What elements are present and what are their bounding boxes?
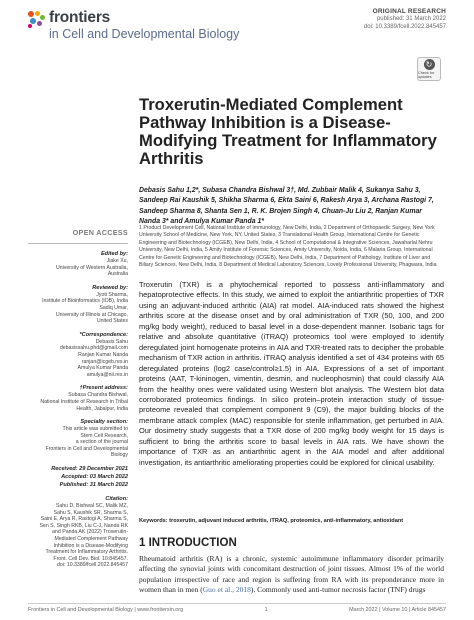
journal-logo[interactable] [28,10,239,40]
sidebar-block-line: United States [96,318,128,325]
sidebar-block-heading: *Correspondence: [79,331,128,338]
doi[interactable]: doi: 10.3389/fcell.2022.845457 [363,24,446,31]
footer-volume: March 2022 | Volume 10 | Article 845457 [349,607,446,613]
keywords [139,518,444,525]
sidebar-block-heading: Received: 29 December 2021 [51,466,128,473]
check-for-updates-badge[interactable] [417,57,441,81]
sidebar-block-line: Frontiers in Cell and Developmental [45,445,128,452]
journal-name: in Cell and Developmental Biology [49,26,240,41]
sidebar-block [28,285,128,325]
sidebar-block [28,419,128,459]
sidebar-block-line: University of Western Australia, [56,264,128,271]
abstract: Troxerutin (TXR) is a phytochemical reported to possess anti-inflammatory and hepatoprotective effects. In this study, we aimed to exploit the antiarthritic properties of TXR using an adjuvant-induced arthritic (AIA) rat model. AIA-induced rats showed the highest arthritis score at the disease onset and by oral administration of TXR (50, 100, and 200 mg/kg body weight), reduced to basal level in a dose-dependent manner. Isobaric tags for relative and absolute quantitative (iTRAQ) proteomics tool were employed to identify deregulated joint homogenate proteins in AIA and TXR-treated rats to decipher the probable mechanism of TXR action in arthritis. iTRAQ analysis identified a set of 434 proteins with 65 deregulated proteins (log2 case/control≥1.5) in AIA. Expressions of a set of important proteins (AAT, T-kininogen, vimentin, desmin, and nucleophosmin) that could classify AIA from the healthy ones were validated using Western blot analysis. The Western blot data corroborated proteomics findings. In silico protein–protein interaction study of tissue-proteome revealed that complement component 9 (C9), the major building blocks of the membrane attack complex (MAC) responsible for sterile inflammation, get perturbed in AIA. Our dosimetry study suggests that a TXR dose of 200 mg/kg body weight for 15 days is sufficient to bring the arthritis score to basal levels in AIA rats. We have shown the importance of TXR as an antiarthritic agent in the AIA model and after additional investigation, its antiarthritic ameliorating properties could be explored for clinical usability. [139,280,444,467]
sidebar-block [28,482,128,489]
sidebar-block-line: Jyoti Sharma, [96,291,128,298]
keywords-list: troxerutin, adjuvant induced arthritis, iTRAQ, proteomics, anti-inflammatory, antioxidant [169,518,404,524]
sidebar-block-line: Institute of Bioinformatics (IOB), India [42,298,128,305]
page-number: 1 [264,607,268,613]
sidebar-block-line: Sahu S, Kaushik SR, Sharma S, [53,509,128,516]
article-title: Troxerutin-Mediated Complement Pathway Inhibition is a Disease-Modifying Treatment for Inflammatory Arthritis [139,95,437,168]
open-access-label: OPEN ACCESS [72,228,128,237]
sidebar-block-line: Sen S, Singh RKB, Liu C-J, Nanda RK [39,522,128,529]
author-list: Debasis Sahu 1,2*, Subasa Chandra Bishwal 3†, Md. Zubbair Malik 4, Sukanya Sahu 3, Sandeep Rai Kaushik 5, Shikha Sharma 6, Ekta Saini 6, Rakesh Arya 3, Archana Rastogi 7, Sandeep Sharma 8, Shanta Sen 1, R. K. Brojen Singh 4, Chuan-Ju Liu 2, Ranjan Kumar Nanda 3* and Amulya Kumar Panda 1* [139,187,434,226]
frontiers-logo-icon [28,11,46,29]
sidebar-block-line: Mediated Complement Pathway [54,536,128,543]
sidebar-block [28,251,128,278]
sidebar-block [28,466,128,473]
sidebar-block-line: Biology [110,452,128,459]
sidebar-block-line: Health, Jabalpur, India [76,405,128,412]
article-type: ORIGINAL RESEARCH [372,8,446,15]
footer-journal[interactable]: Frontiers in Cell and Developmental Biology | www.frontiersin.org [28,607,184,613]
sidebar-divider [28,243,128,244]
sidebar-block-line: Debasis Sahu [95,338,128,345]
page-header [0,0,474,58]
sidebar-block-heading: Published: 31 March 2022 [59,482,128,489]
sidebar-block-line: Ranjan Kumar Nanda [78,351,128,358]
published-date: published: 31 March 2022 [376,16,446,22]
sidebar-block-line: Australia [107,271,128,278]
citation-link[interactable]: Guo et al., 2018 [202,585,251,595]
intro-text-part-2: ). Commonly used anti-tumor necrosis factor (TNF) drugs [250,585,426,595]
sidebar-block-line: This article was submitted to [62,426,128,433]
section-heading: 1 INTRODUCTION [139,537,237,549]
sidebar-block-line: Stem Cell Research, [80,432,128,439]
sidebar-block [28,332,128,379]
sidebar-block [28,385,128,412]
sidebar-block-heading: Reviewed by: [92,284,128,291]
sidebar-block-line: Subasa Chandra Bishwal, [68,392,128,399]
sidebar-block-line: Front. Cell Dev. Biol. 10:845457. [53,555,128,562]
sidebar-block-line[interactable]: debasissahu.phd@gmail.com [59,345,128,352]
sidebar-block-heading: †Present address: [79,385,128,392]
article-sidebar [28,228,128,569]
sidebar-block-heading: Accepted: 03 March 2022 [61,474,128,481]
sidebar-block-line[interactable]: ranjan@icgeb.res.in [81,358,128,365]
keywords-label: Keywords: [139,518,168,524]
sidebar-block-line[interactable]: amulya@nii.res.in [86,371,128,378]
sidebar-block-heading: Citation: [105,496,128,503]
sidebar-block-line: doi: 10.3389/fcell.2022.845457 [57,562,128,569]
badge-label: Check for updates [418,71,435,79]
sidebar-block-line: Treatment for Inflammatory Arthritis. [45,549,128,556]
sidebar-block-line: Inhibition is a Disease-Modifying [53,542,128,549]
intro-text-part-1: Rheumatoid arthritis (RA) is a chronic, systemic autoimmune inflammatory disorder primarily affecting the synovial joints with concomitant destruction of joint tissues. Almost 1% of the world population irrespective of race and region is suffering from RA with its preponderance more in women than in men ( [139,554,444,595]
affiliations: 1 Product Development Cell, National Institute of Immunology, New Delhi, India, 2 Department of Orthopaedic Surgery, New York University School of Medicine, New York, NY, United States, 3 Translational Health Group, International Centre for Genetic Engineering and Biotechnology (ICGEB), New Delhi, India, 4 School of Computational & Integrative Sciences, Jawaharlal Nehru University, New Delhi, India, 5 Amity Institute of Forensic Sciences, Amity University, Noida, India, 6 Malaria Group, International Centre for Genetic Engineering and Biotechnology (ICGEB), New Delhi, India, 7 Department of Pathology, Institute of Liver and Biliary Sciences, New Delhi, India, 8 Department of Medical Laboratory Sciences, Lovely Professional University, Phagwara, India [139,225,437,269]
sidebar-block-heading: Specialty section: [80,419,128,426]
sidebar-block-heading: Edited by: [100,251,128,257]
sidebar-block [28,496,128,569]
sidebar-blocks [28,251,128,569]
sidebar-block-line: Sadiq Umar, [99,304,128,311]
sidebar-block-line: Amulya Kumar Panda [77,365,128,372]
sidebar-block-line: Saini E, Arya R, Rastogi A, Sharma S, [40,516,128,523]
sidebar-block-line: Sahu D, Bishwal SC, Malik MZ, [55,503,128,510]
sidebar-block-line: Jiake Xu, [106,258,128,264]
introduction-text [139,554,444,595]
page-footer [28,603,446,613]
article-meta [364,8,446,31]
sidebar-block [28,474,128,481]
brand-name: frontiers [49,9,111,26]
sidebar-block-line: University of Illinois at Chicago, [55,311,128,318]
sidebar-block-line: a section of the journal [75,439,128,446]
sidebar-block-line: National Institute of Research in Tribal [40,398,128,405]
refresh-icon: ↻ [424,59,435,70]
sidebar-block-line: and Panda AK (2022) Troxerutin- [52,529,128,536]
